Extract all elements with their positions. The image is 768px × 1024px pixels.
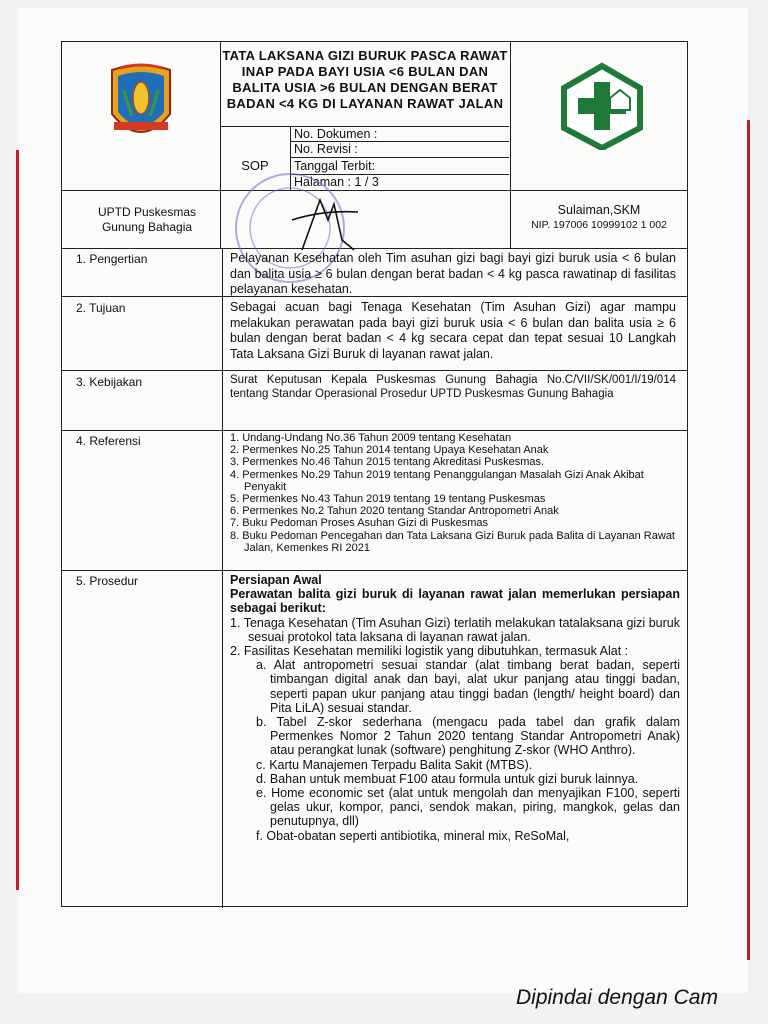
procedure-intro: Perawatan balita gizi buruk di layanan rawat jalan memerlukan persiapan sebagai berikut:	[230, 587, 680, 616]
list-item: 5. Permenkes No.43 Tahun 2019 tentang 19 tentang Puskesmas	[230, 493, 546, 506]
list-item: e. Home economic set (alat untuk mengolah dan menyajikan F100, seperti gelas ukur, kompor, panci, sendok makan, piring, mangkok, gelas dan penutupnya, dll)	[256, 786, 680, 829]
signer-block	[510, 202, 688, 232]
section-text-pengertian: Pelayanan Kesehatan oleh Tim asuhan gizi bagi bayi gizi buruk usia < 6 bulan dan balita usia ≥ 6 bulan dengan berat badan < 4 kg pasca rawatinap di fasilitas pelayanan kesehatan.	[230, 251, 676, 296]
page-edge-left	[16, 150, 19, 890]
section-label-tujuan: 2. Tujuan	[76, 301, 126, 315]
document-title: TATA LAKSANA GIZI BURUK PASCA RAWAT INAP PADA BAYI USIA <6 BULAN DAN BALITA USIA >6 BULAN DENGAN BERAT BADAN <4 KG DI LAYANAN RAWAT JALAN	[222, 48, 508, 111]
section-label-referensi: 4. Referensi	[76, 434, 141, 448]
list-item: 8. Buku Pedoman Pencegahan dan Tata Laksana Gizi Buruk pada Balita di Layanan Rawat Jalan, Kemenkes RI 2021	[230, 529, 675, 554]
scanner-watermark: Dipindai dengan Cam	[516, 986, 718, 1009]
sop-label: SOP	[241, 157, 269, 173]
org-name-line-1: UPTD Puskesmas	[97, 205, 197, 219]
page-field: Halaman : 1 / 3	[294, 175, 379, 189]
issue-date-field: Tanggal Terbit:	[294, 159, 376, 173]
reference-list	[230, 432, 678, 554]
list-item: b. Tabel Z-skor sederhana (mengacu pada tabel dan grafik dalam Permenkes Nomor 2 Tahun 2020 tentang Standar Antropometri Anak) atau perangkat lunak (software) penghitung Z-skor (WHO Anthro).	[256, 715, 680, 758]
procedure-heading: Persiapan Awal	[230, 573, 322, 587]
list-item: 4. Permenkes No.29 Tahun 2019 tentang Penanggulangan Masalah Gizi Anak Akibat Penyakit	[230, 468, 644, 493]
regional-crest-logo	[106, 62, 176, 144]
section-text-kebijakan: Surat Keputusan Kepala Puskesmas Gunung Bahagia No.C/VII/SK/001/I/19/014 tentang Standar Operasional Prosedur UPTD Puskesmas Gunung Bahagia	[230, 374, 676, 400]
org-name-line-2: Gunung Bahagia	[101, 220, 193, 234]
list-item: d. Bahan untuk membuat F100 atau formula untuk gizi buruk lainnya.	[256, 771, 639, 786]
page-edge-right	[747, 120, 750, 960]
signer-name: Sulaiman,SKM	[557, 203, 641, 217]
list-item: a. Alat antropometri sesuai standar (alat timbang berat badan, seperti timbangan digital anak dan bayi, alat ukur panjang atau tinggi badan, seperti papan ukur panjang atau tinggi badan (length/ height board) dan Pita LiLA) sesuai standar.	[256, 658, 680, 715]
procedure-body	[230, 573, 680, 843]
list-item: c. Kartu Manajemen Terpadu Balita Sakit (MTBS).	[256, 757, 533, 772]
section-label-prosedur: 5. Prosedur	[76, 574, 139, 588]
list-item: 1. Undang-Undang No.36 Tahun 2009 tentang Kesehatan	[230, 432, 512, 444]
list-item: 1. Tenaga Kesehatan (Tim Asuhan Gizi) terlatih melakukan tatalaksana gizi buruk sesuai protokol tata laksana di layanan rawat jalan.	[230, 615, 680, 644]
sop-table	[61, 41, 688, 907]
puskesmas-logo	[558, 62, 646, 150]
section-label-kebijakan: 3. Kebijakan	[76, 375, 143, 389]
list-item: 2. Permenkes No.25 Tahun 2014 tentang Upaya Kesehatan Anak	[230, 444, 549, 457]
section-text-tujuan: Sebagai acuan bagi Tenaga Kesehatan (Tim Asuhan Gizi) agar mampu melakukan perawatan pada bayi gizi buruk usia < 6 bulan dan balita usia ≥ 6 bulan dengan berat badan < 4 kg secara cepat dan tepat sesuai 10 Langkah Tata Laksana Gizi Buruk di layanan rawat jalan.	[230, 300, 676, 361]
list-item: 7. Buku Pedoman Proses Asuhan Gizi di Puskesmas	[230, 517, 489, 530]
revision-field: No. Revisi :	[294, 142, 358, 156]
list-item: f. Obat-obatan seperti antibiotika, mineral mix, ReSoMal,	[256, 828, 570, 843]
list-item: 6. Permenkes No.2 Tahun 2020 tentang Standar Antropometri Anak	[230, 505, 559, 518]
signature	[262, 190, 372, 260]
list-item: 2. Fasilitas Kesehatan memiliki logistik yang dibutuhkan, termasuk Alat :	[230, 644, 629, 659]
organization-name	[72, 205, 222, 235]
signer-nip: NIP. 197006 10999102 1 002	[531, 219, 667, 231]
doc-number-field: No. Dokumen :	[294, 127, 378, 141]
section-label-pengertian: 1. Pengertian	[76, 252, 148, 266]
list-item: 3. Permenkes No.46 Tahun 2015 tentang Akreditasi Puskesmas.	[230, 456, 545, 469]
